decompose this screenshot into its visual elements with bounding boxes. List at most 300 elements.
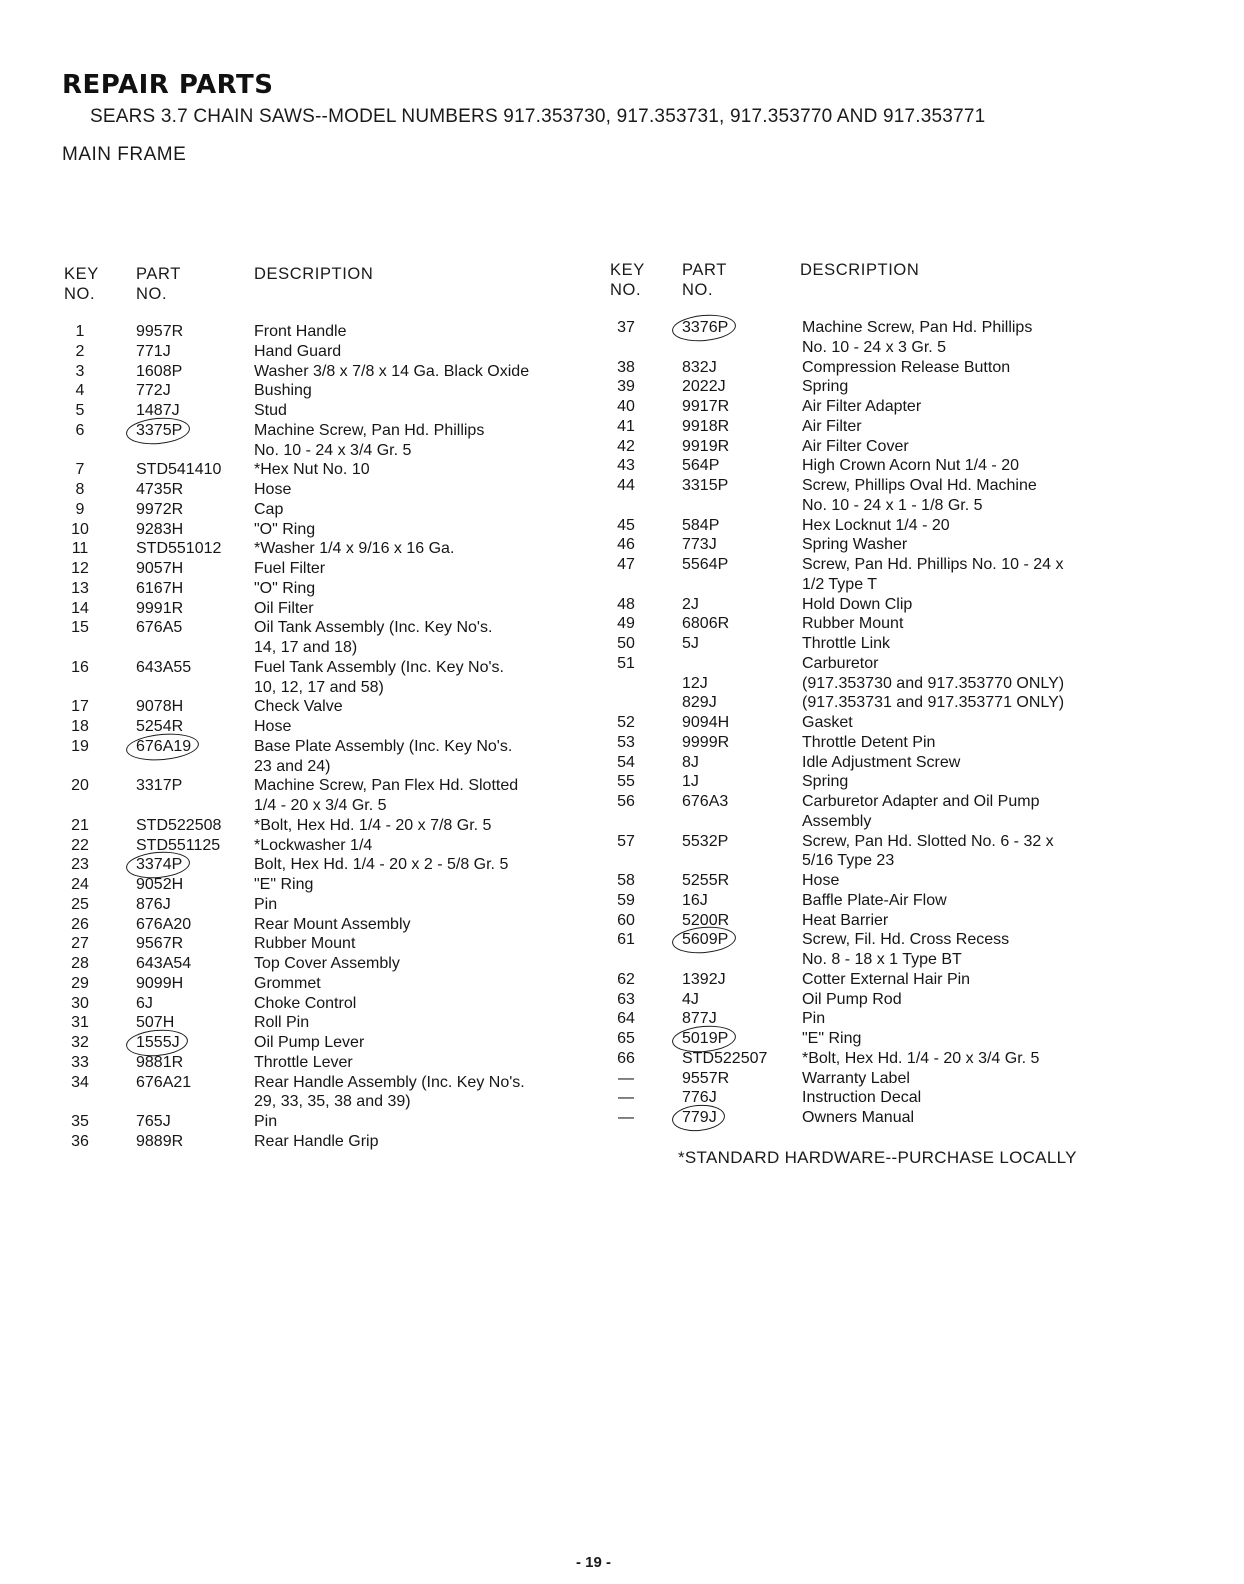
part-number-text: STD541410 — [136, 461, 222, 479]
part-description: Grommet — [254, 974, 321, 992]
part-number-text: 9283H — [136, 520, 184, 538]
part-number-text: 3315P — [682, 477, 729, 494]
part-description: Air Filter — [802, 417, 862, 435]
part-number-text: 16J — [682, 891, 708, 909]
part-number-text: 9094H — [682, 714, 730, 731]
part-number — [682, 674, 708, 694]
part-number — [682, 397, 729, 417]
part-number — [136, 697, 183, 717]
key-number: 32 — [71, 1034, 89, 1051]
right-key-header-line2: NO. — [610, 281, 642, 299]
part-number-text: 765J — [136, 1113, 171, 1130]
part-number — [136, 539, 221, 559]
key-number: 53 — [617, 733, 635, 751]
key-number: 8 — [75, 481, 85, 498]
part-description: Oil Pump Rod — [802, 990, 902, 1008]
part-number — [136, 381, 171, 401]
part-number-text: 5J — [682, 635, 699, 652]
part-description: 5/16 Type 23 — [802, 852, 895, 870]
part-description: Rear Handle Assembly (Inc. Key No's. — [254, 1073, 525, 1091]
part-description: Oil Filter — [254, 599, 314, 617]
part-description: "E" Ring — [802, 1030, 862, 1047]
part-number-text: 9919R — [682, 437, 730, 455]
key-number: 39 — [617, 378, 635, 396]
part-description: No. 10 - 24 x 3 Gr. 5 — [802, 338, 947, 356]
part-number-text: 4735R — [136, 481, 184, 498]
key-number: 36 — [71, 1132, 89, 1150]
part-number-text: 9557R — [682, 1069, 730, 1087]
part-number — [136, 974, 183, 994]
part-description: Check Valve — [254, 698, 343, 716]
part-description: Rubber Mount — [254, 935, 356, 953]
key-number: 64 — [617, 1010, 635, 1028]
part-description: Front Handle — [254, 323, 347, 340]
key-number: 50 — [617, 635, 635, 652]
part-number-text: STD551125 — [136, 836, 221, 854]
key-number: 40 — [617, 398, 635, 415]
part-description: Screw, Pan Hd. Slotted No. 6 - 32 x — [802, 832, 1054, 850]
part-number-text: 5255R — [682, 872, 730, 889]
part-description: Top Cover Assembly — [254, 955, 400, 972]
part-description: Baffle Plate-Air Flow — [802, 891, 947, 909]
part-description: Heat Barrier — [802, 911, 889, 929]
part-description: Screw, Pan Hd. Phillips No. 10 - 24 x — [802, 556, 1064, 573]
part-number — [682, 753, 699, 773]
part-number-text: 584P — [682, 516, 720, 534]
part-number-text: 1487J — [136, 402, 180, 419]
part-number-text: 773J — [682, 536, 717, 554]
part-description: Throttle Detent Pin — [802, 733, 936, 751]
circled-part-number: 3374P — [136, 856, 183, 874]
part-number — [682, 693, 717, 713]
part-number — [136, 599, 183, 619]
part-number-text: 9957R — [136, 323, 184, 340]
key-number: 28 — [71, 955, 89, 972]
part-number — [136, 658, 191, 678]
part-number-text: 5532P — [682, 832, 729, 850]
key-number: 55 — [617, 773, 635, 791]
key-number: 46 — [617, 536, 635, 554]
part-number — [136, 480, 183, 500]
part-description: No. 10 - 24 x 1 - 1/8 Gr. 5 — [802, 496, 983, 514]
key-number: 65 — [617, 1030, 635, 1047]
part-number-text: 776J — [682, 1089, 717, 1107]
part-number-text: 8J — [682, 753, 699, 771]
part-description: Pin — [802, 1010, 826, 1028]
part-description: Rear Mount Assembly — [254, 915, 411, 933]
part-description: Oil Pump Lever — [254, 1034, 365, 1051]
part-number — [682, 318, 728, 338]
section-title: MAIN FRAME — [62, 144, 187, 165]
circled-part-number: 5609P — [682, 931, 729, 949]
left-part-header-line2: NO. — [136, 285, 168, 303]
part-description: "E" Ring — [254, 876, 314, 893]
part-number-text: 9052H — [136, 876, 184, 893]
key-number: 51 — [617, 654, 635, 672]
part-description: Throttle Link — [802, 635, 891, 652]
page-title: REPAIR PARTS — [62, 70, 274, 100]
part-number — [136, 895, 171, 915]
part-description: 29, 33, 35, 38 and 39) — [254, 1093, 411, 1111]
key-number: 25 — [71, 895, 89, 913]
part-description: Hold Down Clip — [802, 595, 913, 613]
part-description: Hose — [254, 718, 292, 735]
part-number-text: 1J — [682, 773, 699, 791]
part-number — [682, 772, 699, 792]
part-number — [682, 516, 719, 536]
key-number: 63 — [617, 990, 635, 1008]
part-description: No. 8 - 18 x 1 Type BT — [802, 951, 962, 968]
part-description: *Washer 1/4 x 9/16 x 16 Ga. — [254, 540, 455, 558]
part-description: "O" Ring — [254, 579, 316, 597]
part-number-text: 564P — [682, 457, 720, 475]
key-number: 7 — [75, 461, 85, 479]
part-number-text: 876J — [136, 895, 171, 913]
part-description: Gasket — [802, 714, 853, 731]
part-number-text: 676A21 — [136, 1073, 192, 1091]
part-description: Assembly — [802, 812, 872, 830]
key-number: 13 — [71, 579, 89, 597]
part-number — [682, 614, 729, 634]
part-number-text: 9972R — [136, 500, 184, 518]
part-description: Fuel Filter — [254, 560, 326, 577]
key-number: 37 — [617, 319, 635, 336]
part-number-text: 507H — [136, 1014, 175, 1032]
part-description: Washer 3/8 x 7/8 x 14 Ga. Black Oxide — [254, 362, 530, 380]
key-number: — — [618, 1089, 634, 1107]
part-number — [682, 970, 726, 990]
part-number-text: STD522507 — [682, 1049, 768, 1067]
part-description: Hex Locknut 1/4 - 20 — [802, 516, 950, 534]
part-description: Rear Handle Grip — [254, 1132, 379, 1150]
part-number — [682, 535, 717, 555]
part-number — [682, 555, 728, 575]
part-number — [682, 713, 729, 733]
key-number: 48 — [617, 595, 635, 613]
page-number: - 19 - — [576, 1554, 612, 1571]
part-number-text: 9918R — [682, 417, 730, 435]
part-number — [136, 875, 183, 895]
key-number: 15 — [71, 619, 89, 637]
part-number — [136, 934, 183, 954]
part-number — [682, 930, 728, 950]
part-description: Hose — [802, 872, 840, 889]
key-number: — — [618, 1109, 634, 1126]
part-number — [136, 559, 183, 579]
part-description: Hose — [254, 481, 292, 498]
key-number: 45 — [617, 516, 635, 534]
key-number: 59 — [617, 891, 635, 909]
key-number: 58 — [617, 872, 635, 889]
key-number: 43 — [617, 457, 635, 475]
key-number: 66 — [617, 1049, 635, 1067]
part-description: 1/4 - 20 x 3/4 Gr. 5 — [254, 797, 387, 814]
right-parts-list — [606, 318, 1166, 1148]
part-description: Spring — [802, 773, 849, 791]
part-number-text: 9991R — [136, 599, 184, 617]
part-number-text: 772J — [136, 382, 171, 400]
key-number: 57 — [617, 832, 635, 850]
circled-part-number: 5019P — [682, 1030, 729, 1047]
right-key-header-line1: KEY — [610, 261, 645, 279]
key-number: 6 — [75, 421, 85, 439]
part-number — [136, 618, 182, 638]
part-number-text: 2022J — [682, 378, 726, 396]
part-number — [136, 1053, 183, 1073]
part-number — [682, 990, 699, 1010]
part-description: Base Plate Assembly (Inc. Key No's. — [254, 737, 513, 755]
part-number — [136, 362, 182, 382]
part-description: Carburetor Adapter and Oil Pump — [802, 793, 1040, 810]
part-number — [136, 1132, 183, 1152]
part-description: (917.353731 and 917.353771 ONLY) — [802, 694, 1065, 712]
part-description: 10, 12, 17 and 58) — [254, 678, 384, 696]
key-number: 52 — [617, 714, 635, 731]
part-description: Carburetor — [802, 654, 879, 672]
part-description: Cotter External Hair Pin — [802, 970, 971, 988]
key-number: 9 — [75, 500, 85, 518]
part-description: Bushing — [254, 382, 312, 400]
part-number-text: 9881R — [136, 1053, 184, 1071]
key-number: 62 — [617, 970, 635, 988]
key-number: 60 — [617, 911, 635, 929]
part-number — [682, 832, 728, 852]
left-parts-list — [60, 322, 620, 1152]
part-number — [136, 500, 183, 520]
part-number-text: 9057H — [136, 560, 184, 577]
part-description: Oil Tank Assembly (Inc. Key No's. — [254, 619, 493, 637]
part-number — [682, 733, 729, 753]
left-key-header-line2: NO. — [64, 285, 96, 303]
key-number: 4 — [75, 382, 85, 400]
key-number: 34 — [71, 1073, 89, 1091]
part-description: Spring Washer — [802, 536, 908, 554]
key-number: 42 — [617, 437, 635, 455]
part-number — [136, 460, 221, 480]
part-description: Cap — [254, 500, 284, 518]
part-description: Machine Screw, Pan Hd. Phillips — [802, 319, 1033, 336]
key-number: 23 — [71, 856, 89, 874]
part-description: Air Filter Adapter — [802, 398, 922, 415]
circled-part-number: 676A19 — [136, 737, 192, 755]
part-number — [682, 377, 726, 397]
key-number: 18 — [71, 718, 89, 735]
part-number-text: 643A55 — [136, 658, 192, 676]
key-number: 29 — [71, 974, 89, 992]
part-description: Instruction Decal — [802, 1089, 922, 1107]
part-number — [682, 792, 728, 812]
part-number-text: 1392J — [682, 970, 726, 988]
part-number-text: 676A5 — [136, 619, 183, 637]
part-number — [136, 737, 191, 757]
key-number: 5 — [75, 402, 85, 419]
circled-part-number: 779J — [682, 1109, 717, 1126]
part-number-text: 5564P — [682, 556, 729, 573]
part-number-text: 676A3 — [682, 793, 729, 810]
part-description: Spring — [802, 378, 849, 396]
part-description: Fuel Tank Assembly (Inc. Key No's. — [254, 658, 504, 676]
part-number — [136, 520, 183, 540]
right-part-header-line2: NO. — [682, 281, 714, 299]
part-number-text: 2J — [682, 595, 699, 613]
key-number: 1 — [75, 323, 85, 340]
part-description: Screw, Phillips Oval Hd. Machine — [802, 477, 1037, 494]
part-number — [682, 1049, 767, 1069]
part-number — [136, 915, 191, 935]
part-description: Warranty Label — [802, 1069, 910, 1087]
part-number — [682, 1029, 728, 1049]
right-part-header-line1: PART — [682, 261, 727, 279]
part-number-text: 676A20 — [136, 915, 192, 933]
key-number: 12 — [71, 560, 89, 577]
part-description: Screw, Fil. Hd. Cross Recess — [802, 931, 1010, 949]
part-number-text: 9567R — [136, 935, 184, 953]
page-subtitle: SEARS 3.7 CHAIN SAWS--MODEL NUMBERS 917.353730, 917.353731, 917.353770 AND 917.353771 — [90, 106, 986, 127]
part-number-text: 829J — [682, 694, 717, 712]
part-description: *Bolt, Hex Hd. 1/4 - 20 x 3/4 Gr. 5 — [802, 1049, 1040, 1067]
part-number-text: 4J — [682, 990, 699, 1008]
key-number: 24 — [71, 876, 89, 893]
part-number — [682, 891, 708, 911]
part-number-text: 5200R — [682, 911, 730, 929]
key-number: 49 — [617, 615, 635, 633]
part-number — [136, 421, 182, 441]
part-number-text: 877J — [682, 1010, 717, 1028]
part-description: Choke Control — [254, 994, 357, 1012]
key-number: 38 — [617, 358, 635, 376]
part-number-text: 9078H — [136, 698, 184, 716]
part-description: *Bolt, Hex Hd. 1/4 - 20 x 7/8 Gr. 5 — [254, 816, 492, 834]
part-description: Machine Screw, Pan Flex Hd. Slotted — [254, 777, 519, 795]
part-description: High Crown Acorn Nut 1/4 - 20 — [802, 457, 1019, 475]
left-description-header: DESCRIPTION — [254, 265, 374, 283]
part-description: "O" Ring — [254, 520, 316, 538]
key-number: 16 — [71, 658, 89, 676]
part-number-text: 5254R — [136, 718, 184, 735]
part-number-text: 643A54 — [136, 955, 192, 972]
part-number — [136, 994, 153, 1014]
part-number-text: 832J — [682, 358, 717, 376]
part-number — [136, 954, 191, 974]
part-description: Bolt, Hex Hd. 1/4 - 20 x 2 - 5/8 Gr. 5 — [254, 856, 509, 874]
part-number-text: 6J — [136, 994, 153, 1012]
part-description: Roll Pin — [254, 1014, 310, 1032]
part-number-text: 9889R — [136, 1132, 184, 1150]
part-description: 23 and 24) — [254, 757, 331, 775]
part-description: Rubber Mount — [802, 615, 904, 633]
key-number: 27 — [71, 935, 89, 953]
part-number-text: 9917R — [682, 398, 730, 415]
part-description: Pin — [254, 1113, 278, 1130]
part-description: 14, 17 and 18) — [254, 639, 358, 656]
part-number-text: STD522508 — [136, 816, 222, 834]
part-number — [682, 634, 699, 654]
part-description: Throttle Lever — [254, 1053, 353, 1071]
part-number — [136, 776, 182, 796]
key-number: 56 — [617, 793, 635, 810]
part-description: Pin — [254, 895, 278, 913]
key-number: 19 — [71, 737, 89, 755]
part-number — [682, 417, 729, 437]
part-number — [682, 1108, 717, 1128]
part-description: *Hex Nut No. 10 — [254, 461, 370, 479]
part-number — [682, 1069, 729, 1089]
part-number — [682, 437, 729, 457]
part-number — [136, 342, 171, 362]
part-description: Machine Screw, Pan Hd. Phillips — [254, 421, 485, 439]
key-number: 10 — [71, 520, 89, 538]
part-number — [136, 322, 183, 342]
part-number — [136, 1112, 171, 1132]
key-number: 44 — [617, 477, 635, 494]
part-description: Idle Adjustment Screw — [802, 753, 961, 771]
part-number — [136, 1073, 191, 1093]
part-number — [682, 871, 729, 891]
circled-part-number: 3375P — [136, 421, 183, 439]
key-number: 20 — [71, 777, 89, 795]
key-number: 30 — [71, 994, 89, 1012]
part-number — [136, 816, 221, 836]
footnote: *STANDARD HARDWARE--PURCHASE LOCALLY — [678, 1148, 1077, 1167]
part-description: Stud — [254, 402, 287, 419]
part-number-text: 771J — [136, 342, 171, 360]
key-number: 61 — [617, 931, 635, 949]
key-number: 35 — [71, 1113, 89, 1130]
left-key-header-line1: KEY — [64, 265, 99, 283]
part-number-text: 6167H — [136, 579, 184, 597]
part-description: Compression Release Button — [802, 358, 1011, 376]
key-number: 11 — [71, 540, 89, 558]
key-number: 22 — [71, 836, 89, 854]
key-number: 54 — [617, 753, 635, 771]
key-number: 14 — [71, 599, 89, 617]
part-number-text: STD551012 — [136, 540, 222, 558]
key-number: 21 — [71, 816, 89, 834]
part-number-text: 9099H — [136, 974, 184, 992]
part-number — [682, 595, 699, 615]
key-number: — — [618, 1069, 634, 1087]
part-number — [682, 476, 728, 496]
part-number-text: 3317P — [136, 777, 183, 795]
part-number-text: 1608P — [136, 362, 183, 380]
key-number: 17 — [71, 698, 89, 716]
part-number — [136, 1033, 180, 1053]
part-description: Owners Manual — [802, 1109, 915, 1126]
part-number — [136, 579, 183, 599]
part-number-text: 12J — [682, 674, 708, 692]
part-description: Air Filter Cover — [802, 437, 909, 455]
part-description: No. 10 - 24 x 3/4 Gr. 5 — [254, 441, 412, 459]
circled-part-number: 1555J — [136, 1034, 180, 1051]
key-number: 33 — [71, 1053, 89, 1071]
part-number — [682, 456, 719, 476]
part-description: *Lockwasher 1/4 — [254, 836, 373, 854]
part-description: (917.353730 and 917.353770 ONLY) — [802, 674, 1065, 692]
right-description-header: DESCRIPTION — [800, 261, 920, 279]
key-number: 31 — [71, 1014, 89, 1032]
part-number — [136, 855, 182, 875]
part-number-text: 9999R — [682, 733, 730, 751]
key-number: 41 — [617, 417, 635, 435]
part-description: Hand Guard — [254, 342, 342, 360]
left-part-header-line1: PART — [136, 265, 181, 283]
key-number: 3 — [75, 362, 85, 380]
part-description: 1/2 Type T — [802, 575, 878, 593]
part-number — [682, 358, 717, 378]
part-number-text: 6806R — [682, 615, 730, 633]
circled-part-number: 3376P — [682, 319, 729, 336]
key-number: 2 — [75, 342, 85, 360]
